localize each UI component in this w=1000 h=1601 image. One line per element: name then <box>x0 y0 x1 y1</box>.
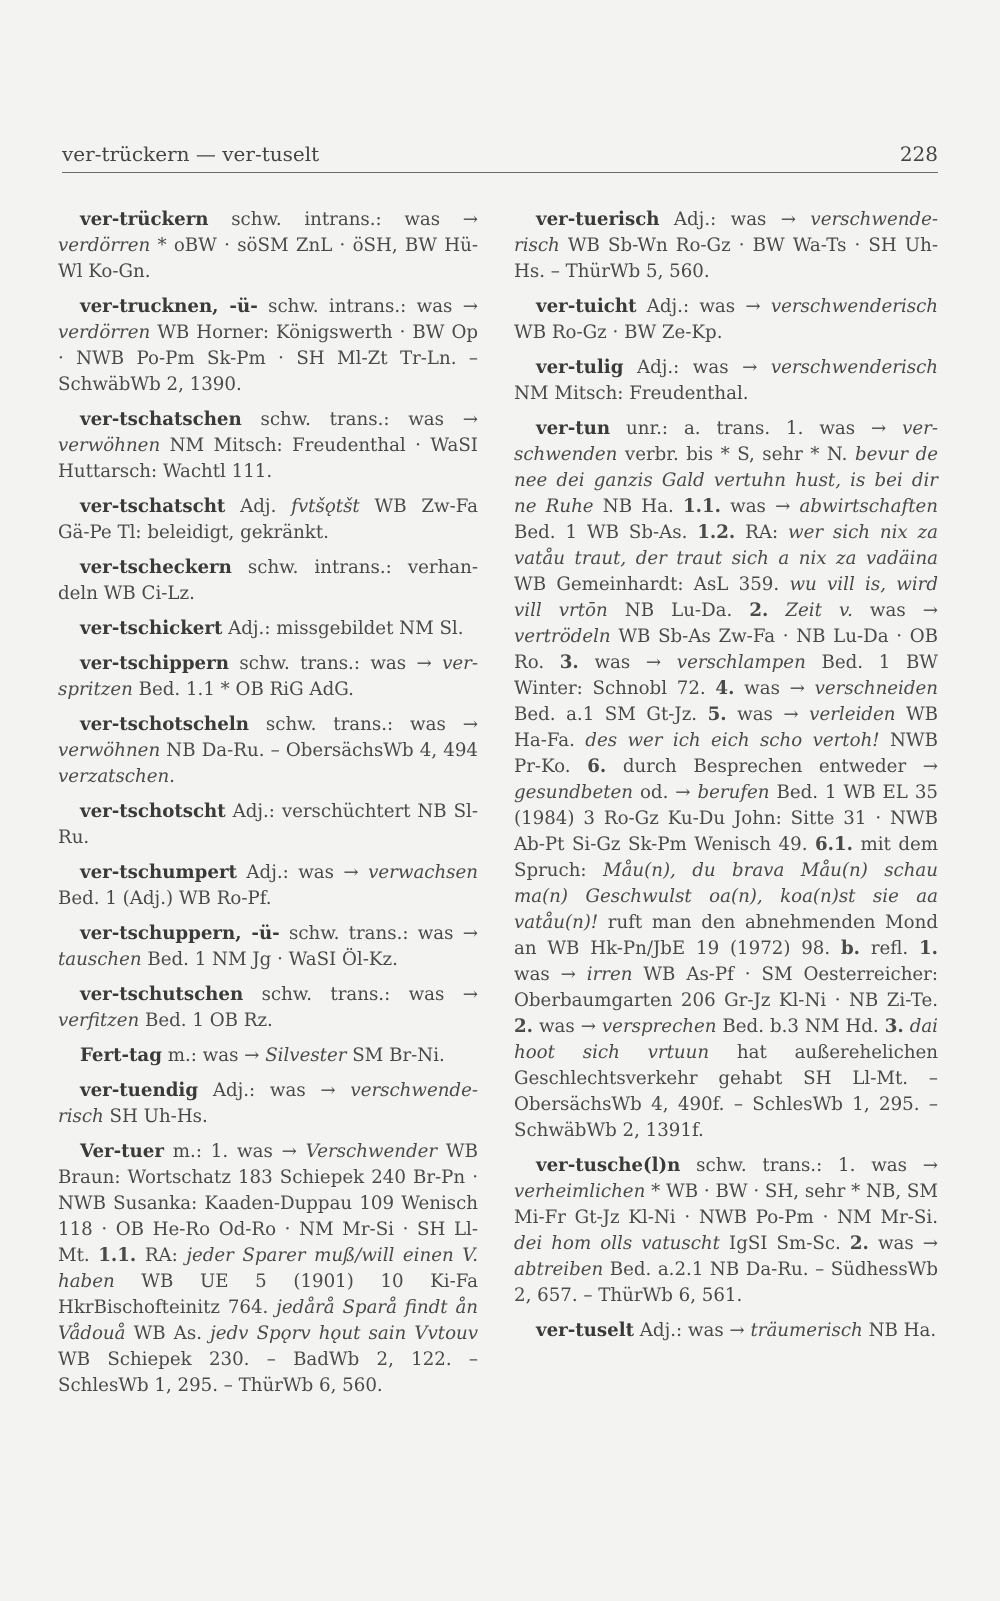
entry-text: Adj.: verschüchtert NB Sl-Ru. <box>58 801 478 848</box>
entry-text: WB As-Pf · SM Oesterreicher: Oberbaumgarten 206 Gr-Jz Kl-Ni · NB Zi-Te. <box>514 964 938 1011</box>
entry-text: NB Ha. <box>862 1320 937 1341</box>
italic-text: bevur de nee dei ganzis Gald vertuhn hust, is bei dir ne Ruhe <box>514 444 938 517</box>
italic-text: verschlampen <box>676 652 806 673</box>
entry-text: refl. <box>860 938 920 959</box>
entry-text: WB Sb-Wn Ro-Gz · BW Wa-Ts · SH Uh-Hs. – ThürWb 5, 560. <box>514 235 938 282</box>
entry-text: WB Schiepek 230. – BadWb 2, 122. – SchlesWb 1, 295. – ThürWb 6, 560. <box>58 1349 478 1396</box>
italic-text: berufen <box>697 782 770 803</box>
italic-text: verwöhnen <box>58 435 161 456</box>
entry-text: SM Br-Ni. <box>346 1045 445 1066</box>
italic-text: wer sich nix za vatåu traut, der traut sich a nix za vadäina <box>514 522 938 569</box>
dictionary-entry <box>58 616 478 642</box>
entry-text: NM Mitsch: Freudenthal · WaSI Huttarsch: Wachtl 111. <box>58 435 478 482</box>
italic-text: Måu(n), du brava Måu(n) schau ma(n) Geschwulst oa(n), koa(n)st sie aa vatåu(n)! <box>514 860 938 933</box>
italic-text: verschwenderisch <box>770 357 938 378</box>
entry-text: was → <box>868 1233 939 1254</box>
dictionary-entry <box>514 294 938 346</box>
headword: ver-tschatschen <box>80 409 242 430</box>
entry-text: was → <box>578 652 677 673</box>
dictionary-entry <box>58 555 478 607</box>
entry-text: WB Braun: Wortschatz 183 Schiepek 240 Br-Pn · NWB Susanka: Kaaden-Duppau 109 Wenisch 118 · OB He-Ro Od-Ro · NM Mr-Si · SH Ll-Mt. <box>58 1141 478 1266</box>
italic-text: gesundbeten <box>514 782 634 803</box>
headword: ver-tulig <box>536 357 624 378</box>
entry-text: Bed. 1 OB Rz. <box>139 1010 273 1031</box>
entry-text: 6.1. <box>814 834 853 855</box>
entry-text: NM Mitsch: Freudenthal. <box>514 383 749 404</box>
entry-text: schw. trans.: was → <box>228 653 443 674</box>
italic-text: verleiden <box>809 704 896 725</box>
entry-text: Adj. <box>225 496 292 517</box>
entry-text: Bed. 1 WB Sb-As. <box>514 522 698 543</box>
italic-text: verschwenderisch <box>58 1080 478 1127</box>
dictionary-entry <box>514 207 938 285</box>
entry-text: was → <box>533 1016 602 1037</box>
entry-text: NWB Pr-Ko. <box>514 730 938 777</box>
entry-text: b. <box>840 938 861 959</box>
italic-text: verschwenden <box>514 418 938 465</box>
dictionary-entry <box>514 1318 938 1344</box>
italic-text: fvtšǫtšt <box>291 496 360 517</box>
dictionary-entry <box>58 921 478 973</box>
entry-text: Bed. 1 (Adj.) WB Ro-Pf. <box>58 888 272 909</box>
italic-text: verwachsen <box>368 862 478 883</box>
entry-text: durch Besprechen entweder → <box>606 756 938 777</box>
entry-text: WB Horner: Königswerth · BW Op · NWB Po-Pm Sk-Pm · SH Ml-Zt Tr-Ln. – SchwäbWb 2, 1390. <box>58 322 478 395</box>
italic-text: Silvester <box>265 1045 347 1066</box>
headword: Ver-tuer <box>80 1141 164 1162</box>
headword: Fert-tag <box>80 1045 162 1066</box>
entry-text: WB Gemeinhardt: AsL 359. <box>514 574 790 595</box>
header-title: ver-trückern — ver-tuselt <box>62 142 320 166</box>
italic-text: verschneiden <box>814 678 938 699</box>
italic-text: Verschwender <box>305 1141 438 1162</box>
entry-text: 2. <box>514 1016 533 1037</box>
left-column <box>58 207 478 1408</box>
page-number: 228 <box>899 142 938 166</box>
headword: ver-tschippern <box>80 653 229 674</box>
italic-text: wu vill is, wird vill vrtōn <box>514 574 938 621</box>
entry-text: was → <box>514 964 587 985</box>
entry-text: ruft man den abnehmenden Mond an WB Hk-Pn/JbE 19 (1972) 98. <box>514 912 938 959</box>
entry-text: Bed. 1 BW Winter: Schnobl 72. <box>514 652 939 699</box>
entry-text: schw. intrans.: was → <box>257 296 478 317</box>
entry-text: Adj.: was → <box>634 1320 751 1341</box>
italic-text: verspritzen <box>58 653 478 700</box>
entry-text: 1.1. <box>682 496 721 517</box>
headword: ver-tuerisch <box>536 209 660 230</box>
entry-text: WB Zw-Fa Gä-Pe Tl: beleidigt, gekränkt. <box>58 496 478 543</box>
entry-text: Adj.: was → <box>623 357 771 378</box>
italic-text: vertrödeln <box>514 626 611 647</box>
entry-text: unr.: a. trans. 1. was → <box>610 418 903 439</box>
headword: ver-tschutschen <box>80 984 244 1005</box>
italic-text: dai hoot sich vrtuun <box>514 1016 938 1063</box>
headword: ver-tschotscheln <box>80 714 249 735</box>
entry-text: was → <box>734 678 815 699</box>
entry-text: 2. <box>849 1233 869 1254</box>
headword: ver-tuendig <box>80 1080 199 1101</box>
italic-text: jedv Spǫrv hǫut sain Vvtouv <box>210 1323 479 1344</box>
headword: ver-tschuppern, -ü- <box>80 923 280 944</box>
entry-text: * WB · BW · SH, sehr * NB, SM Mi-Fr Gt-Jz Kl-Ni · NWB Po-Pm · NM Mr-Si. <box>514 1181 938 1228</box>
entry-text: schw. trans.: was → <box>248 714 478 735</box>
italic-text: verschwenderisch <box>514 209 938 256</box>
entry-text: NB Da-Ru. – ObersächsWb 4, 494 <box>160 740 478 761</box>
italic-text: verfitzen <box>58 1010 140 1031</box>
entry-text: WB Ha-Fa. <box>514 704 939 751</box>
dictionary-entry <box>58 1078 478 1130</box>
entry-text: Adj.: was → <box>236 862 369 883</box>
italic-text: irren <box>586 964 633 985</box>
entry-text: 1.1. <box>98 1245 137 1266</box>
dictionary-entry <box>58 494 478 546</box>
headword: ver-tun <box>536 418 611 439</box>
entry-text: NB Ha. <box>593 496 683 517</box>
dictionary-entry <box>58 651 478 703</box>
headword: ver-trückern <box>80 209 209 230</box>
italic-text: verheimlichen <box>514 1181 646 1202</box>
entry-text <box>768 600 785 621</box>
running-header <box>62 142 938 173</box>
entry-text: od. → <box>633 782 698 803</box>
right-column <box>514 207 938 1353</box>
italic-text: dei hom olls vatuscht <box>514 1233 720 1254</box>
dictionary-entry <box>58 712 478 790</box>
entry-text: Bed. a.2.1 NB Da-Ru. – SüdhessWb 2, 657. – ThürWb 6, 561. <box>514 1259 938 1306</box>
dictionary-entry <box>58 799 478 851</box>
entry-text: RA: <box>136 1245 187 1266</box>
headword: ver-tschotscht <box>80 801 226 822</box>
entry-text: was → <box>726 704 810 725</box>
dictionary-entry <box>58 407 478 485</box>
entry-text: m.: 1. was → <box>163 1141 306 1162</box>
entry-text: 2. <box>749 600 769 621</box>
italic-text: verdörren <box>58 235 151 256</box>
entry-text: WB Sb-As Zw-Fa · NB Lu-Da · OB Ro. <box>514 626 938 673</box>
dictionary-entry <box>58 982 478 1034</box>
headword: ver-tuicht <box>536 296 637 317</box>
italic-text: abtreiben <box>514 1259 604 1280</box>
entry-text: 3. <box>884 1016 904 1037</box>
italic-text: verdörren <box>58 322 151 343</box>
italic-text: verwöhnen <box>58 740 161 761</box>
entry-text: Adj.: was → <box>198 1080 351 1101</box>
entry-text: schw. intrans.: verhandeln WB Ci-Lz. <box>58 557 478 604</box>
entry-text: was → <box>720 496 800 517</box>
italic-text: tauschen <box>58 949 142 970</box>
entry-text: 3. <box>559 652 579 673</box>
headword: ver-tusche(l)n <box>536 1155 681 1176</box>
italic-text: träumerisch <box>750 1320 863 1341</box>
italic-text: jeder Sparer muß/will einen V. haben <box>58 1245 478 1292</box>
entry-text: 1. <box>919 938 939 959</box>
dictionary-entry <box>58 1139 478 1399</box>
entry-text: schw. trans.: was → <box>241 409 478 430</box>
dictionary-entry <box>58 860 478 912</box>
entry-text: Adj.: was → <box>636 296 771 317</box>
headword: ver-tschickert <box>80 618 223 639</box>
headword: ver-tuselt <box>536 1320 635 1341</box>
italic-text: des wer ich eich scho vertoh! <box>585 730 880 751</box>
italic-text: Zeit v. <box>785 600 853 621</box>
entry-text: WB As. <box>125 1323 211 1344</box>
dictionary-entry <box>58 207 478 285</box>
entry-text: schw. intrans.: was → <box>208 209 478 230</box>
entry-text: SH Uh-Hs. <box>103 1106 208 1127</box>
entry-text: Bed. 1 WB EL 35 (1984) 3 Ro-Gz Ku-Du John: Sitte 31 · NWB Ab-Pt Si-Gz Sk-Pm Wenisch 49. <box>514 782 938 855</box>
headword: ver-tscheckern <box>80 557 232 578</box>
headword: ver-trucknen, -ü- <box>80 296 258 317</box>
entry-text: schw. trans.: was → <box>279 923 478 944</box>
entry-text: Bed. 1.1 * OB RiG AdG. <box>132 679 354 700</box>
entry-text: WB Ro-Gz · BW Ze-Kp. <box>514 322 723 343</box>
entry-text: mit dem Spruch: <box>514 834 939 881</box>
entry-text: was → <box>852 600 938 621</box>
entry-text: verbr. bis * S, sehr * N. <box>617 444 855 465</box>
italic-text: verschwenderisch <box>770 296 938 317</box>
italic-text: versprechen <box>601 1016 717 1037</box>
italic-text: jedårå Sparå findt ån Vådouå <box>58 1297 478 1344</box>
entry-text: 6. <box>587 756 607 777</box>
entry-text: IgSI Sm-Sc. <box>719 1233 850 1254</box>
entry-text: 4. <box>715 678 735 699</box>
dictionary-entry <box>514 1153 938 1309</box>
entry-text: WB UE 5 (1901) 10 Ki-Fa HkrBischofteinitz 764. <box>58 1271 478 1318</box>
entry-text: schw. trans.: was → <box>243 984 478 1005</box>
italic-text: verzatschen. <box>58 766 175 787</box>
entry-text: NB Lu-Da. <box>607 600 750 621</box>
entry-text: RA: <box>735 522 788 543</box>
entry-text: Adj.: was → <box>659 209 811 230</box>
entry-text: m.: was → <box>161 1045 266 1066</box>
dictionary-entry <box>58 1043 478 1069</box>
headword: ver-tschumpert <box>80 862 237 883</box>
entry-text: Bed. 1 NM Jg · WaSI Öl-Kz. <box>141 949 398 970</box>
entry-text: Bed. b.3 NM Hd. <box>716 1016 885 1037</box>
dictionary-entry <box>514 355 938 407</box>
headword: ver-tschatscht <box>80 496 226 517</box>
entry-text: 1.2. <box>697 522 736 543</box>
dictionary-entry <box>514 416 938 1144</box>
entry-text: 5. <box>707 704 727 725</box>
entry-text: hat außerehelichen Geschlechtsverkehr gehabt SH Ll-Mt. – ObersächsWb 4, 490f. – SchlesWb 1, 295. – SchwäbWb 2, 1391f. <box>514 1042 939 1141</box>
entry-text: Bed. a.1 SM Gt-Jz. <box>514 704 708 725</box>
italic-text: abwirtschaften <box>799 496 938 517</box>
entry-text: * oBW · söSM ZnL · öSH, BW Hü-Wl Ko-Gn. <box>58 235 478 282</box>
entry-text: schw. trans.: 1. was → <box>680 1155 938 1176</box>
entry-text: Adj.: missgebildet NM Sl. <box>222 618 464 639</box>
dictionary-entry <box>58 294 478 398</box>
